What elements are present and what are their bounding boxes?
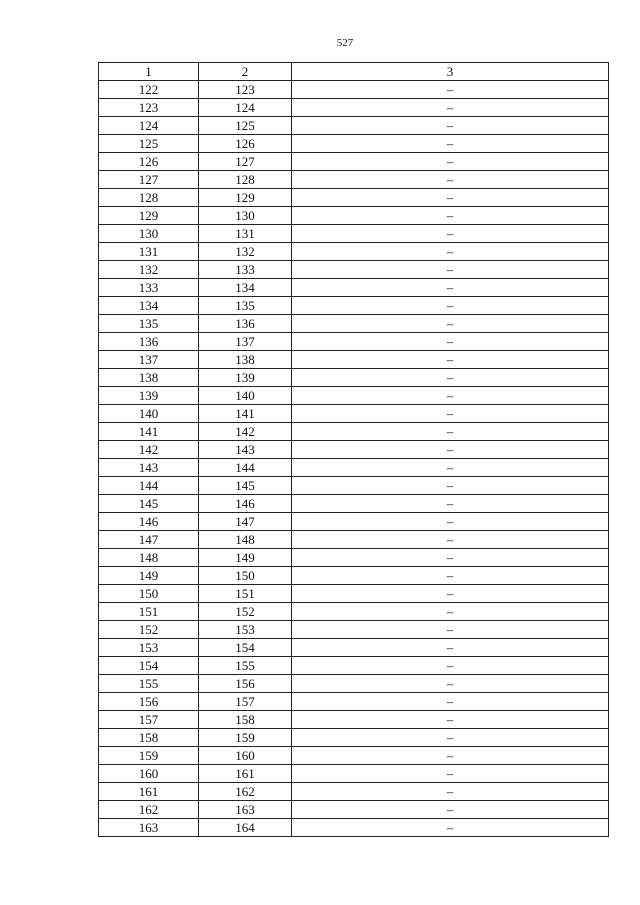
table-row (99, 225, 609, 243)
table-cell-col-2: 139 (199, 369, 292, 387)
table-row (99, 621, 609, 639)
table-cell-col-2: 162 (199, 783, 292, 801)
column-header-1: 1 (99, 63, 199, 81)
table-cell-col-2: 143 (199, 441, 292, 459)
table-cell-col-1: 156 (99, 693, 199, 711)
table-cell-col-2: 161 (199, 765, 292, 783)
table-cell-col-3: – (292, 549, 609, 567)
table-cell-col-1: 152 (99, 621, 199, 639)
table-cell-col-1: 159 (99, 747, 199, 765)
table-cell-col-3: – (292, 477, 609, 495)
table-cell-col-2: 137 (199, 333, 292, 351)
table-cell-col-3: – (292, 675, 609, 693)
table-cell-col-3: – (292, 819, 609, 837)
table-row (99, 495, 609, 513)
table-cell-col-3: – (292, 657, 609, 675)
table-cell-col-1: 140 (99, 405, 199, 423)
table-cell-col-1: 158 (99, 729, 199, 747)
table-cell-col-2: 140 (199, 387, 292, 405)
table-row (99, 369, 609, 387)
table-cell-col-2: 156 (199, 675, 292, 693)
table-row (99, 729, 609, 747)
table-cell-col-2: 157 (199, 693, 292, 711)
table-cell-col-2: 148 (199, 531, 292, 549)
table-row (99, 189, 609, 207)
table-row (99, 351, 609, 369)
table-cell-col-3: – (292, 261, 609, 279)
table-cell-col-3: – (292, 369, 609, 387)
table-cell-col-2: 146 (199, 495, 292, 513)
table-row (99, 783, 609, 801)
table-cell-col-1: 128 (99, 189, 199, 207)
table-cell-col-1: 146 (99, 513, 199, 531)
table-cell-col-1: 127 (99, 171, 199, 189)
table-row (99, 459, 609, 477)
table-cell-col-3: – (292, 801, 609, 819)
table-cell-col-3: – (292, 117, 609, 135)
table-cell-col-2: 123 (199, 81, 292, 99)
table-row (99, 135, 609, 153)
table-cell-col-1: 149 (99, 567, 199, 585)
table-cell-col-1: 143 (99, 459, 199, 477)
table-row (99, 657, 609, 675)
table-cell-col-2: 128 (199, 171, 292, 189)
table-cell-col-1: 135 (99, 315, 199, 333)
table-cell-col-2: 163 (199, 801, 292, 819)
table-cell-col-2: 145 (199, 477, 292, 495)
table-cell-col-3: – (292, 99, 609, 117)
table-cell-col-3: – (292, 279, 609, 297)
table-cell-col-1: 148 (99, 549, 199, 567)
table-cell-col-3: – (292, 315, 609, 333)
table-row (99, 297, 609, 315)
table-cell-col-3: – (292, 153, 609, 171)
table-row (99, 549, 609, 567)
table-cell-col-1: 141 (99, 423, 199, 441)
table-cell-col-2: 130 (199, 207, 292, 225)
table-cell-col-1: 160 (99, 765, 199, 783)
table-cell-col-2: 141 (199, 405, 292, 423)
table-cell-col-1: 131 (99, 243, 199, 261)
table-cell-col-1: 144 (99, 477, 199, 495)
table-cell-col-2: 152 (199, 603, 292, 621)
table-cell-col-2: 129 (199, 189, 292, 207)
table-row (99, 315, 609, 333)
table-cell-col-3: – (292, 567, 609, 585)
table-cell-col-3: – (292, 747, 609, 765)
table-row (99, 585, 609, 603)
table-cell-col-2: 150 (199, 567, 292, 585)
table-cell-col-3: – (292, 333, 609, 351)
table-cell-col-3: – (292, 459, 609, 477)
table-cell-col-1: 150 (99, 585, 199, 603)
table-row (99, 153, 609, 171)
table-cell-col-1: 154 (99, 657, 199, 675)
table-cell-col-3: – (292, 297, 609, 315)
table-cell-col-2: 144 (199, 459, 292, 477)
table-cell-col-1: 163 (99, 819, 199, 837)
table-row (99, 639, 609, 657)
table-cell-col-1: 126 (99, 153, 199, 171)
table-cell-col-1: 147 (99, 531, 199, 549)
column-header-2: 2 (199, 63, 292, 81)
table-row (99, 441, 609, 459)
table-cell-col-2: 138 (199, 351, 292, 369)
table-cell-col-1: 157 (99, 711, 199, 729)
table-cell-col-3: – (292, 171, 609, 189)
page-number: 527 (336, 37, 354, 49)
table-cell-col-2: 153 (199, 621, 292, 639)
table-cell-col-3: – (292, 135, 609, 153)
table-cell-col-2: 127 (199, 153, 292, 171)
table-row (99, 711, 609, 729)
table-cell-col-1: 155 (99, 675, 199, 693)
table-header-row (99, 63, 609, 81)
table-row (99, 99, 609, 117)
table-cell-col-1: 142 (99, 441, 199, 459)
table-row (99, 387, 609, 405)
table-cell-col-3: – (292, 585, 609, 603)
table-row (99, 693, 609, 711)
table-cell-col-2: 126 (199, 135, 292, 153)
table-cell-col-2: 133 (199, 261, 292, 279)
table-row (99, 531, 609, 549)
table-cell-col-2: 124 (199, 99, 292, 117)
table-cell-col-3: – (292, 207, 609, 225)
table-cell-col-1: 161 (99, 783, 199, 801)
table-row (99, 819, 609, 837)
table-cell-col-3: – (292, 639, 609, 657)
table-cell-col-3: – (292, 495, 609, 513)
table-row (99, 261, 609, 279)
table-row (99, 81, 609, 99)
table-cell-col-1: 138 (99, 369, 199, 387)
table-cell-col-3: – (292, 243, 609, 261)
column-header-3: 3 (292, 63, 609, 81)
table-row (99, 243, 609, 261)
table-cell-col-3: – (292, 423, 609, 441)
table-row (99, 279, 609, 297)
table-cell-col-2: 125 (199, 117, 292, 135)
table-cell-col-1: 132 (99, 261, 199, 279)
table-row (99, 405, 609, 423)
table-cell-col-3: – (292, 225, 609, 243)
table-cell-col-3: – (292, 693, 609, 711)
table-cell-col-1: 134 (99, 297, 199, 315)
table-row (99, 747, 609, 765)
data-table (98, 62, 609, 837)
table-cell-col-1: 139 (99, 387, 199, 405)
table-row (99, 567, 609, 585)
table-cell-col-2: 135 (199, 297, 292, 315)
table-cell-col-1: 137 (99, 351, 199, 369)
table-row (99, 513, 609, 531)
table-cell-col-1: 145 (99, 495, 199, 513)
table-cell-col-3: – (292, 441, 609, 459)
table-cell-col-1: 129 (99, 207, 199, 225)
table-cell-col-1: 136 (99, 333, 199, 351)
table-body (99, 81, 609, 837)
table-row (99, 117, 609, 135)
table-cell-col-2: 160 (199, 747, 292, 765)
table-cell-col-1: 122 (99, 81, 199, 99)
table-cell-col-3: – (292, 765, 609, 783)
table-cell-col-2: 136 (199, 315, 292, 333)
table-cell-col-3: – (292, 783, 609, 801)
table-cell-col-3: – (292, 405, 609, 423)
table-cell-col-3: – (292, 711, 609, 729)
table-row (99, 675, 609, 693)
table-cell-col-1: 130 (99, 225, 199, 243)
table-row (99, 765, 609, 783)
table-cell-col-2: 151 (199, 585, 292, 603)
table-cell-col-3: – (292, 387, 609, 405)
table-row (99, 477, 609, 495)
table-cell-col-1: 153 (99, 639, 199, 657)
table-cell-col-2: 164 (199, 819, 292, 837)
table-cell-col-2: 154 (199, 639, 292, 657)
table-cell-col-1: 124 (99, 117, 199, 135)
table-cell-col-2: 158 (199, 711, 292, 729)
table-cell-col-1: 123 (99, 99, 199, 117)
table-cell-col-2: 131 (199, 225, 292, 243)
table-cell-col-3: – (292, 603, 609, 621)
table-row (99, 171, 609, 189)
table-row (99, 207, 609, 225)
table-cell-col-3: – (292, 621, 609, 639)
table-cell-col-3: – (292, 351, 609, 369)
table-row (99, 603, 609, 621)
table-cell-col-2: 147 (199, 513, 292, 531)
table-cell-col-3: – (292, 729, 609, 747)
table-cell-col-3: – (292, 531, 609, 549)
table-cell-col-2: 155 (199, 657, 292, 675)
table-cell-col-3: – (292, 189, 609, 207)
table-cell-col-1: 133 (99, 279, 199, 297)
table-cell-col-1: 162 (99, 801, 199, 819)
table-cell-col-2: 134 (199, 279, 292, 297)
table-cell-col-3: – (292, 81, 609, 99)
table-cell-col-1: 125 (99, 135, 199, 153)
table-cell-col-2: 149 (199, 549, 292, 567)
table-cell-col-2: 142 (199, 423, 292, 441)
table-cell-col-2: 132 (199, 243, 292, 261)
table-cell-col-1: 151 (99, 603, 199, 621)
table-row (99, 333, 609, 351)
table-row (99, 423, 609, 441)
table-cell-col-3: – (292, 513, 609, 531)
table-row (99, 801, 609, 819)
table-cell-col-2: 159 (199, 729, 292, 747)
